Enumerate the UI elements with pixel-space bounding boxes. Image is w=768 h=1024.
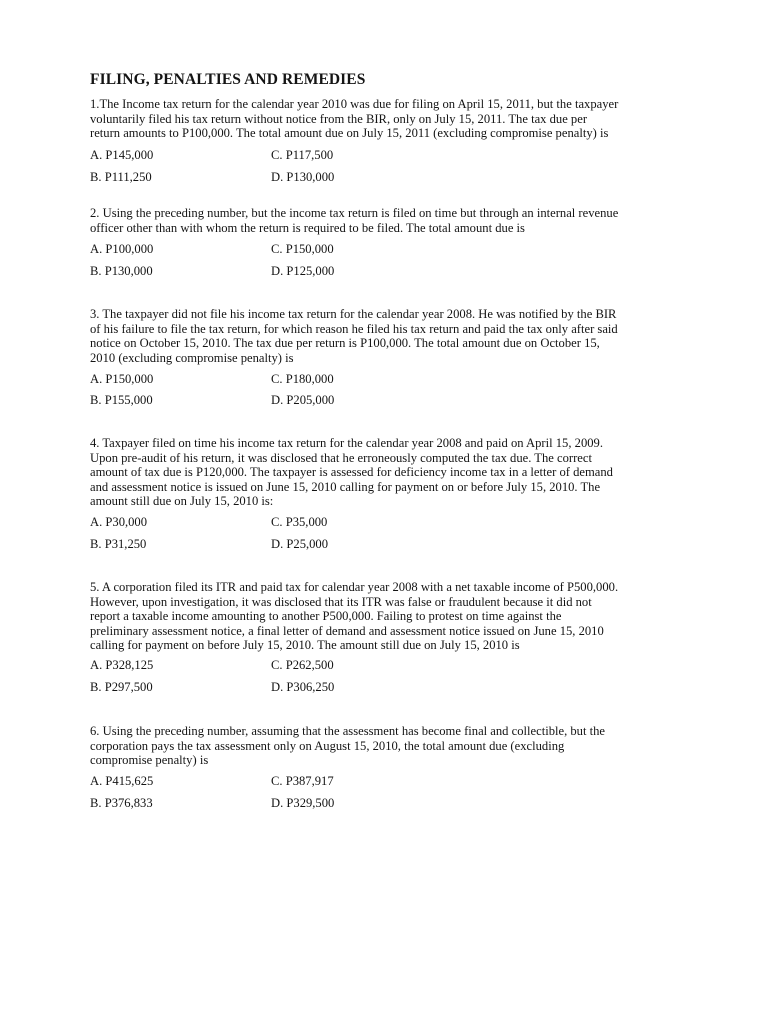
question-text-line: 2. Using the preceding number, but the income tax return is filed on time but through an internal revenue (90, 206, 619, 220)
question-6 (90, 724, 690, 768)
option-b: B. P297,500 (90, 680, 153, 694)
option-a: A. P30,000 (90, 515, 148, 529)
question-text-line: officer other than with whom the return is required to be filed. The total amount due is (90, 220, 525, 235)
question-5 (90, 580, 690, 653)
question-text-line: amount still due on July 15, 2010 is: (90, 494, 274, 508)
option-b: B. P376,833 (90, 796, 153, 810)
option-a: A. P100,000 (90, 242, 154, 256)
question-text-line: corporation pays the tax assessment only on August 15, 2010, the total amount due (excluding (90, 738, 565, 753)
question-text-line: However, upon investigation, it was disclosed that its ITR was false or fraudulent because it did not (90, 594, 592, 609)
option-d: D. P125,000 (271, 264, 335, 278)
question-3 (90, 307, 690, 365)
option-d: D. P329,500 (271, 796, 335, 810)
question-text-line: return amounts to P100,000. The total amount due on July 15, 2011 (excluding compromise penalty) is (90, 126, 609, 140)
question-text-line: 5. A corporation filed its ITR and paid tax for calendar year 2008 with a net taxable income of P500,000. (90, 580, 619, 594)
option-c: C. P262,500 (271, 658, 334, 672)
option-b: B. P155,000 (90, 393, 153, 407)
question-text-line: 6. Using the preceding number, assuming that the assessment has become final and collectible, but the (90, 724, 606, 738)
option-d: D. P306,250 (271, 680, 335, 694)
option-a: A. P145,000 (90, 148, 154, 162)
question-text-line: compromise penalty) is (90, 753, 209, 767)
question-text-line: calling for payment on before July 15, 2010. The amount still due on July 15, 2010 is (90, 638, 520, 652)
option-a: A. P328,125 (90, 658, 154, 672)
question-text-line: and assessment notice is issued on June 15, 2010 calling for payment on or before July 15, 2010. The (90, 479, 601, 494)
option-a: A. P415,625 (90, 774, 154, 788)
question-1 (90, 97, 690, 141)
option-b: B. P130,000 (90, 264, 153, 278)
page-title: FILING, PENALTIES AND REMEDIES (90, 71, 366, 88)
question-text-line: amount of tax due is P120,000. The taxpayer is assessed for deficiency income tax in a letter of demand (90, 465, 613, 479)
question-text-line: 2010 (excluding compromise penalty) is (90, 350, 294, 365)
option-b: B. P111,250 (90, 170, 152, 184)
option-c: C. P35,000 (271, 515, 328, 529)
question-text-line: of his failure to file the tax return, for which reason he filed his tax return and paid the tax only after said (90, 321, 618, 336)
question-text-line: 3. The taxpayer did not file his income tax return for the calendar year 2008. He was notified by the BIR (90, 307, 617, 321)
question-text-line: preliminary assessment notice, a final letter of demand and assessment notice issued on June 15, 2010 (90, 623, 604, 638)
question-text-line: 4. Taxpayer filed on time his income tax return for the calendar year 2008 and paid on April 15, 2009. (90, 436, 603, 450)
question-text-line: voluntarily filed his tax return without notice from the BIR, only on July 15, 2011. The tax due per (90, 111, 588, 126)
option-c: C. P150,000 (271, 242, 334, 256)
option-a: A. P150,000 (90, 372, 154, 386)
question-text-line: Upon pre-audit of his return, it was disclosed that he erroneously computed the tax due. The correct (90, 450, 592, 465)
option-d: D. P25,000 (271, 537, 329, 551)
question-text-line: 1.The Income tax return for the calendar year 2010 was due for filing on April 15, 2011, but the taxpayer (90, 97, 619, 111)
question-4 (90, 436, 690, 509)
option-d: D. P130,000 (271, 170, 335, 184)
question-2 (90, 206, 690, 235)
option-d: D. P205,000 (271, 393, 335, 407)
question-text-line: notice on October 15, 2010. The tax due per return is P100,000. The total amount due on October 15, (90, 336, 600, 350)
option-b: B. P31,250 (90, 537, 147, 551)
option-c: C. P387,917 (271, 774, 334, 788)
option-c: C. P180,000 (271, 372, 334, 386)
question-text-line: report a taxable income amounting to another P500,000. Failing to protest on time against the (90, 609, 562, 623)
option-c: C. P117,500 (271, 148, 334, 162)
